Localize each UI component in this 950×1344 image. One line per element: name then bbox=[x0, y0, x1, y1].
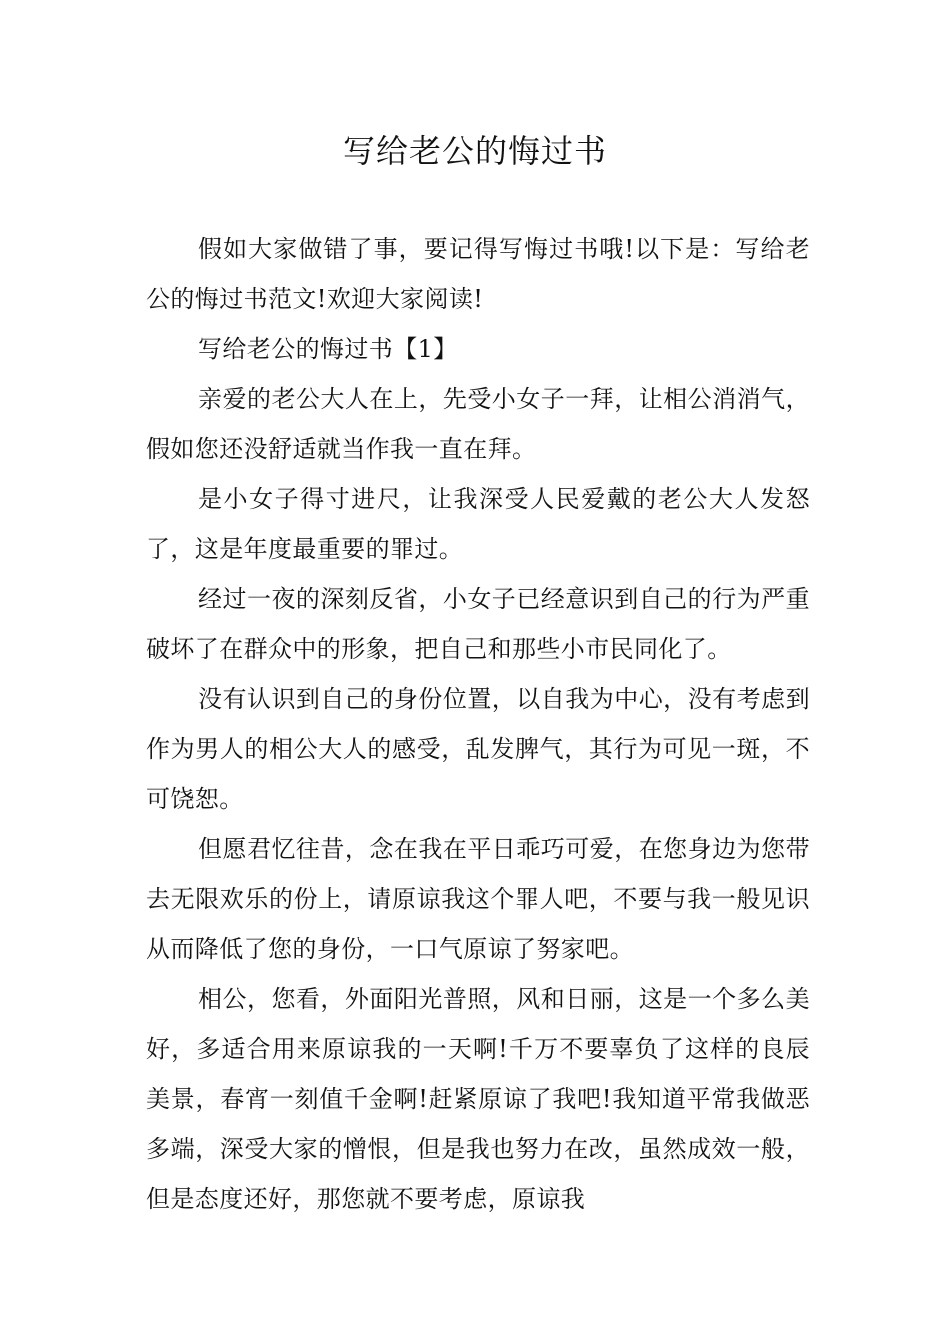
paragraph: 亲爱的老公大人在上，先受小女子一拜，让相公消消气，假如您还没舒适就当作我一直在拜。 bbox=[146, 385, 810, 463]
paragraph: 是小女子得寸进尺，让我深受人民爱戴的老公大人发怒了，这是年度最重要的罪过。 bbox=[146, 485, 810, 563]
document-body bbox=[146, 224, 810, 1224]
section-heading: 写给老公的悔过书【1】 bbox=[198, 335, 458, 363]
paragraph-intro: 假如大家做错了事，要记得写悔过书哦!以下是：写给老公的悔过书范文!欢迎大家阅读! bbox=[146, 235, 810, 313]
paragraph: 经过一夜的深刻反省，小女子已经意识到自己的行为严重破坏了在群众中的形象，把自己和那些小市民同化了。 bbox=[146, 585, 810, 663]
paragraph: 但愿君忆往昔，念在我在平日乖巧可爱，在您身边为您带去无限欢乐的份上，请原谅我这个罪人吧，不要与我一般见识从而降低了您的身份，一口气原谅了努家吧。 bbox=[146, 835, 810, 963]
paragraph: 相公，您看，外面阳光普照，风和日丽，这是一个多么美好，多适合用来原谅我的一天啊!千万不要辜负了这样的良辰美景，春宵一刻值千金啊!赶紧原谅了我吧!我知道平常我做恶多端，深受大家的憎恨，但是我也努力在改，虽然成效一般，但是态度还好，那您就不要考虑，原谅我 bbox=[146, 985, 810, 1213]
document-title: 写给老公的悔过书 bbox=[342, 132, 607, 170]
paragraph: 没有认识到自己的身份位置，以自我为中心，没有考虑到作为男人的相公大人的感受，乱发脾气，其行为可见一斑，不可饶恕。 bbox=[146, 685, 810, 813]
